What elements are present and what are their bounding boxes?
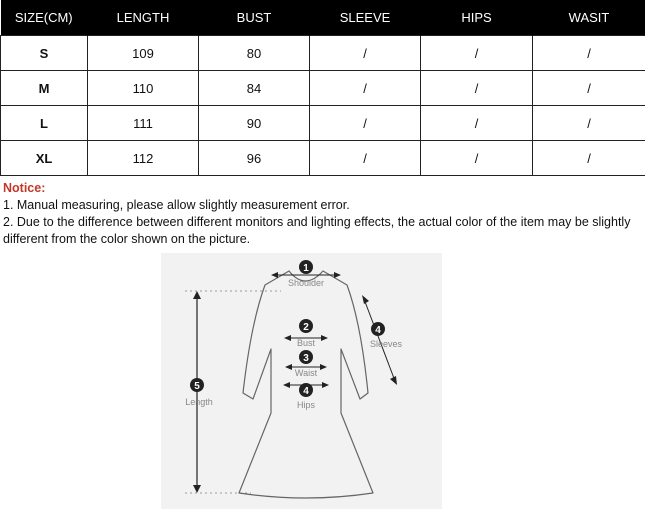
bust-cell: 84 bbox=[199, 71, 310, 106]
waist-arrow-head-left bbox=[285, 364, 292, 370]
size-cell: L bbox=[1, 106, 88, 141]
shoulder-label: Shoulder bbox=[287, 278, 325, 288]
waist-cell: / bbox=[533, 141, 645, 176]
size-table bbox=[0, 0, 645, 176]
length-arrow-head-top bbox=[193, 291, 201, 299]
notice-block bbox=[3, 180, 643, 248]
measurement-diagram bbox=[161, 253, 442, 509]
waist-cell: / bbox=[533, 71, 645, 106]
table-row bbox=[1, 36, 645, 71]
sleeves-label: Sleeves bbox=[369, 339, 403, 349]
length-arrow-head-bottom bbox=[193, 485, 201, 493]
dress-diagram-svg bbox=[161, 253, 442, 509]
header-length: LENGTH bbox=[88, 0, 199, 36]
bust-cell: 90 bbox=[199, 106, 310, 141]
bust-cell: 96 bbox=[199, 141, 310, 176]
bust-arrow-head-left bbox=[284, 335, 291, 341]
header-bust: BUST bbox=[199, 0, 310, 36]
shoulder-marker-num: 1 bbox=[303, 263, 309, 274]
notice-line-2: 2. Due to the difference between different monitors and lighting effects, the actual color of the item may be slightly different from the color shown on the picture. bbox=[3, 215, 631, 246]
sleeve-cell: / bbox=[310, 36, 421, 71]
hips-arrow-head-left bbox=[283, 382, 290, 388]
hips-cell: / bbox=[421, 141, 533, 176]
header-hips: HIPS bbox=[421, 0, 533, 36]
header-waist: WASIT bbox=[533, 0, 645, 36]
sleeve-cell: / bbox=[310, 106, 421, 141]
waist-marker-num: 3 bbox=[303, 353, 309, 364]
size-cell: S bbox=[1, 36, 88, 71]
sleeve-cell: / bbox=[310, 71, 421, 106]
waist-cell: / bbox=[533, 106, 645, 141]
hips-cell: / bbox=[421, 106, 533, 141]
notice-line-1: 1. Manual measuring, please allow slightly measurement error. bbox=[3, 198, 350, 212]
length-marker-num: 5 bbox=[194, 381, 200, 392]
sleeve-cell: / bbox=[310, 141, 421, 176]
length-cell: 110 bbox=[88, 71, 199, 106]
hips-label: Hips bbox=[296, 400, 316, 410]
sleeves-arrow-head-top bbox=[362, 295, 369, 304]
bust-marker-num: 2 bbox=[303, 322, 309, 333]
bust-label: Bust bbox=[296, 338, 316, 348]
size-cell: XL bbox=[1, 141, 88, 176]
waist-arrow-head-right bbox=[320, 364, 327, 370]
header-sleeve: SLEEVE bbox=[310, 0, 421, 36]
bust-cell: 80 bbox=[199, 36, 310, 71]
length-cell: 111 bbox=[88, 106, 199, 141]
sleeves-arrow-head-bottom bbox=[390, 376, 397, 385]
table-row bbox=[1, 141, 645, 176]
length-label: Length bbox=[185, 397, 213, 407]
hips-cell: / bbox=[421, 36, 533, 71]
shoulder-arrow-head-right bbox=[334, 272, 341, 278]
header-size: SIZE(CM) bbox=[1, 0, 88, 36]
table-header-row bbox=[1, 0, 645, 36]
bust-arrow-head-right bbox=[321, 335, 328, 341]
waist-label: Waist bbox=[294, 368, 318, 378]
notice-title: Notice: bbox=[3, 181, 46, 195]
table-row bbox=[1, 71, 645, 106]
sleeves-marker-num: 4 bbox=[375, 325, 381, 336]
waist-cell: / bbox=[533, 36, 645, 71]
table-row bbox=[1, 106, 645, 141]
length-cell: 112 bbox=[88, 141, 199, 176]
hips-marker-num: 4 bbox=[303, 386, 309, 397]
length-cell: 109 bbox=[88, 36, 199, 71]
shoulder-arrow-head-left bbox=[271, 272, 278, 278]
hips-arrow-head-right bbox=[322, 382, 329, 388]
size-cell: M bbox=[1, 71, 88, 106]
hips-cell: / bbox=[421, 71, 533, 106]
